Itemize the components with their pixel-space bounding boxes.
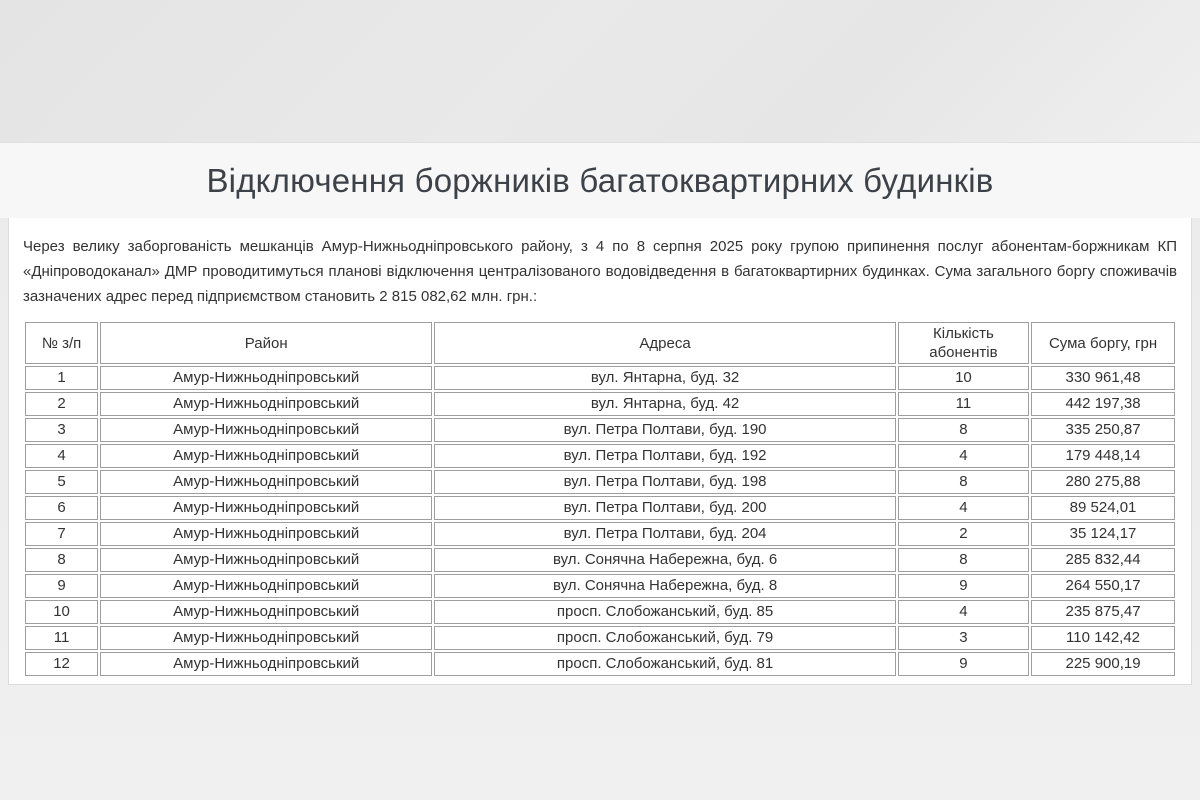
table-row: [25, 366, 1175, 390]
cell-address: вул. Петра Полтави, буд. 200: [434, 496, 895, 520]
cell-debt-sum: 35 124,17: [1031, 522, 1175, 546]
header-cell-number: № з/п: [25, 322, 98, 364]
cell-number: 11: [25, 626, 98, 650]
cell-number: 10: [25, 600, 98, 624]
cell-subscribers: 9: [898, 574, 1029, 598]
intro-paragraph: Через велику заборгованість мешканців Амур-Нижньодніпровського району, з 4 по 8 серпня 2025 року групою припинення послуг абонентам-боржникам КП «Дніпроводоканал» ДМР проводитимуться планові відключення централізованого водовідведення в багатоквартирних будинках. Сума загального боргу споживачів зазначених адрес перед підприємством становить 2 815 082,62 млн. грн.:: [23, 238, 1177, 305]
cell-debt-sum: 89 524,01: [1031, 496, 1175, 520]
cell-subscribers: 8: [898, 470, 1029, 494]
table-row: [25, 548, 1175, 572]
cell-number: 9: [25, 574, 98, 598]
cell-number: 1: [25, 366, 98, 390]
header-banner: [0, 0, 1200, 143]
cell-district: Амур-Нижньодніпровський: [100, 652, 432, 676]
table-body: [25, 366, 1175, 676]
table-row: [25, 392, 1175, 416]
cell-district: Амур-Нижньодніпровський: [100, 522, 432, 546]
table-row: [25, 600, 1175, 624]
cell-address: вул. Петра Полтави, буд. 190: [434, 418, 895, 442]
cell-district: Амур-Нижньодніпровський: [100, 548, 432, 572]
table-header: [25, 322, 1175, 364]
cell-district: Амур-Нижньодніпровський: [100, 418, 432, 442]
content-card: [8, 218, 1192, 685]
cell-number: 3: [25, 418, 98, 442]
cell-subscribers: 2: [898, 522, 1029, 546]
cell-debt-sum: 225 900,19: [1031, 652, 1175, 676]
cell-debt-sum: 442 197,38: [1031, 392, 1175, 416]
page-title: Відключення боржників багатоквартирних будинків: [206, 161, 994, 199]
cell-district: Амур-Нижньодніпровський: [100, 444, 432, 468]
cell-address: вул. Сонячна Набережна, буд. 6: [434, 548, 895, 572]
table-header-row: [25, 322, 1175, 364]
table-row: [25, 626, 1175, 650]
debtors-table: [23, 320, 1177, 678]
cell-subscribers: 10: [898, 366, 1029, 390]
cell-debt-sum: 235 875,47: [1031, 600, 1175, 624]
table-row: [25, 444, 1175, 468]
table-row: [25, 418, 1175, 442]
cell-subscribers: 11: [898, 392, 1029, 416]
table-row: [25, 496, 1175, 520]
cell-district: Амур-Нижньодніпровський: [100, 600, 432, 624]
cell-district: Амур-Нижньодніпровський: [100, 496, 432, 520]
cell-debt-sum: 110 142,42: [1031, 626, 1175, 650]
table-row: [25, 470, 1175, 494]
cell-district: Амур-Нижньодніпровський: [100, 626, 432, 650]
cell-number: 7: [25, 522, 98, 546]
cell-number: 2: [25, 392, 98, 416]
cell-debt-sum: 179 448,14: [1031, 444, 1175, 468]
title-band: [0, 143, 1200, 218]
cell-address: вул. Янтарна, буд. 32: [434, 366, 895, 390]
cell-number: 6: [25, 496, 98, 520]
table-row: [25, 652, 1175, 676]
cell-address: просп. Слобожанський, буд. 85: [434, 600, 895, 624]
cell-district: Амур-Нижньодніпровський: [100, 574, 432, 598]
cell-subscribers: 4: [898, 444, 1029, 468]
cell-address: вул. Сонячна Набережна, буд. 8: [434, 574, 895, 598]
cell-subscribers: 4: [898, 496, 1029, 520]
cell-subscribers: 4: [898, 600, 1029, 624]
cell-number: 12: [25, 652, 98, 676]
cell-debt-sum: 264 550,17: [1031, 574, 1175, 598]
cell-number: 4: [25, 444, 98, 468]
cell-subscribers: 3: [898, 626, 1029, 650]
cell-address: просп. Слобожанський, буд. 81: [434, 652, 895, 676]
cell-address: вул. Петра Полтави, буд. 204: [434, 522, 895, 546]
header-cell-address: Адреса: [434, 322, 895, 364]
cell-subscribers: 9: [898, 652, 1029, 676]
table-row: [25, 574, 1175, 598]
cell-district: Амур-Нижньодніпровський: [100, 470, 432, 494]
cell-district: Амур-Нижньодніпровський: [100, 392, 432, 416]
cell-debt-sum: 335 250,87: [1031, 418, 1175, 442]
cell-number: 8: [25, 548, 98, 572]
header-cell-debt-sum: Сума боргу, грн: [1031, 322, 1175, 364]
cell-subscribers: 8: [898, 548, 1029, 572]
cell-subscribers: 8: [898, 418, 1029, 442]
cell-district: Амур-Нижньодніпровський: [100, 366, 432, 390]
cell-debt-sum: 280 275,88: [1031, 470, 1175, 494]
cell-debt-sum: 285 832,44: [1031, 548, 1175, 572]
table-row: [25, 522, 1175, 546]
cell-address: вул. Янтарна, буд. 42: [434, 392, 895, 416]
cell-debt-sum: 330 961,48: [1031, 366, 1175, 390]
cell-address: вул. Петра Полтави, буд. 198: [434, 470, 895, 494]
cell-address: просп. Слобожанський, буд. 79: [434, 626, 895, 650]
cell-number: 5: [25, 470, 98, 494]
header-cell-district: Район: [100, 322, 432, 364]
header-cell-subscribers: Кількість абонентів: [898, 322, 1029, 364]
cell-address: вул. Петра Полтави, буд. 192: [434, 444, 895, 468]
